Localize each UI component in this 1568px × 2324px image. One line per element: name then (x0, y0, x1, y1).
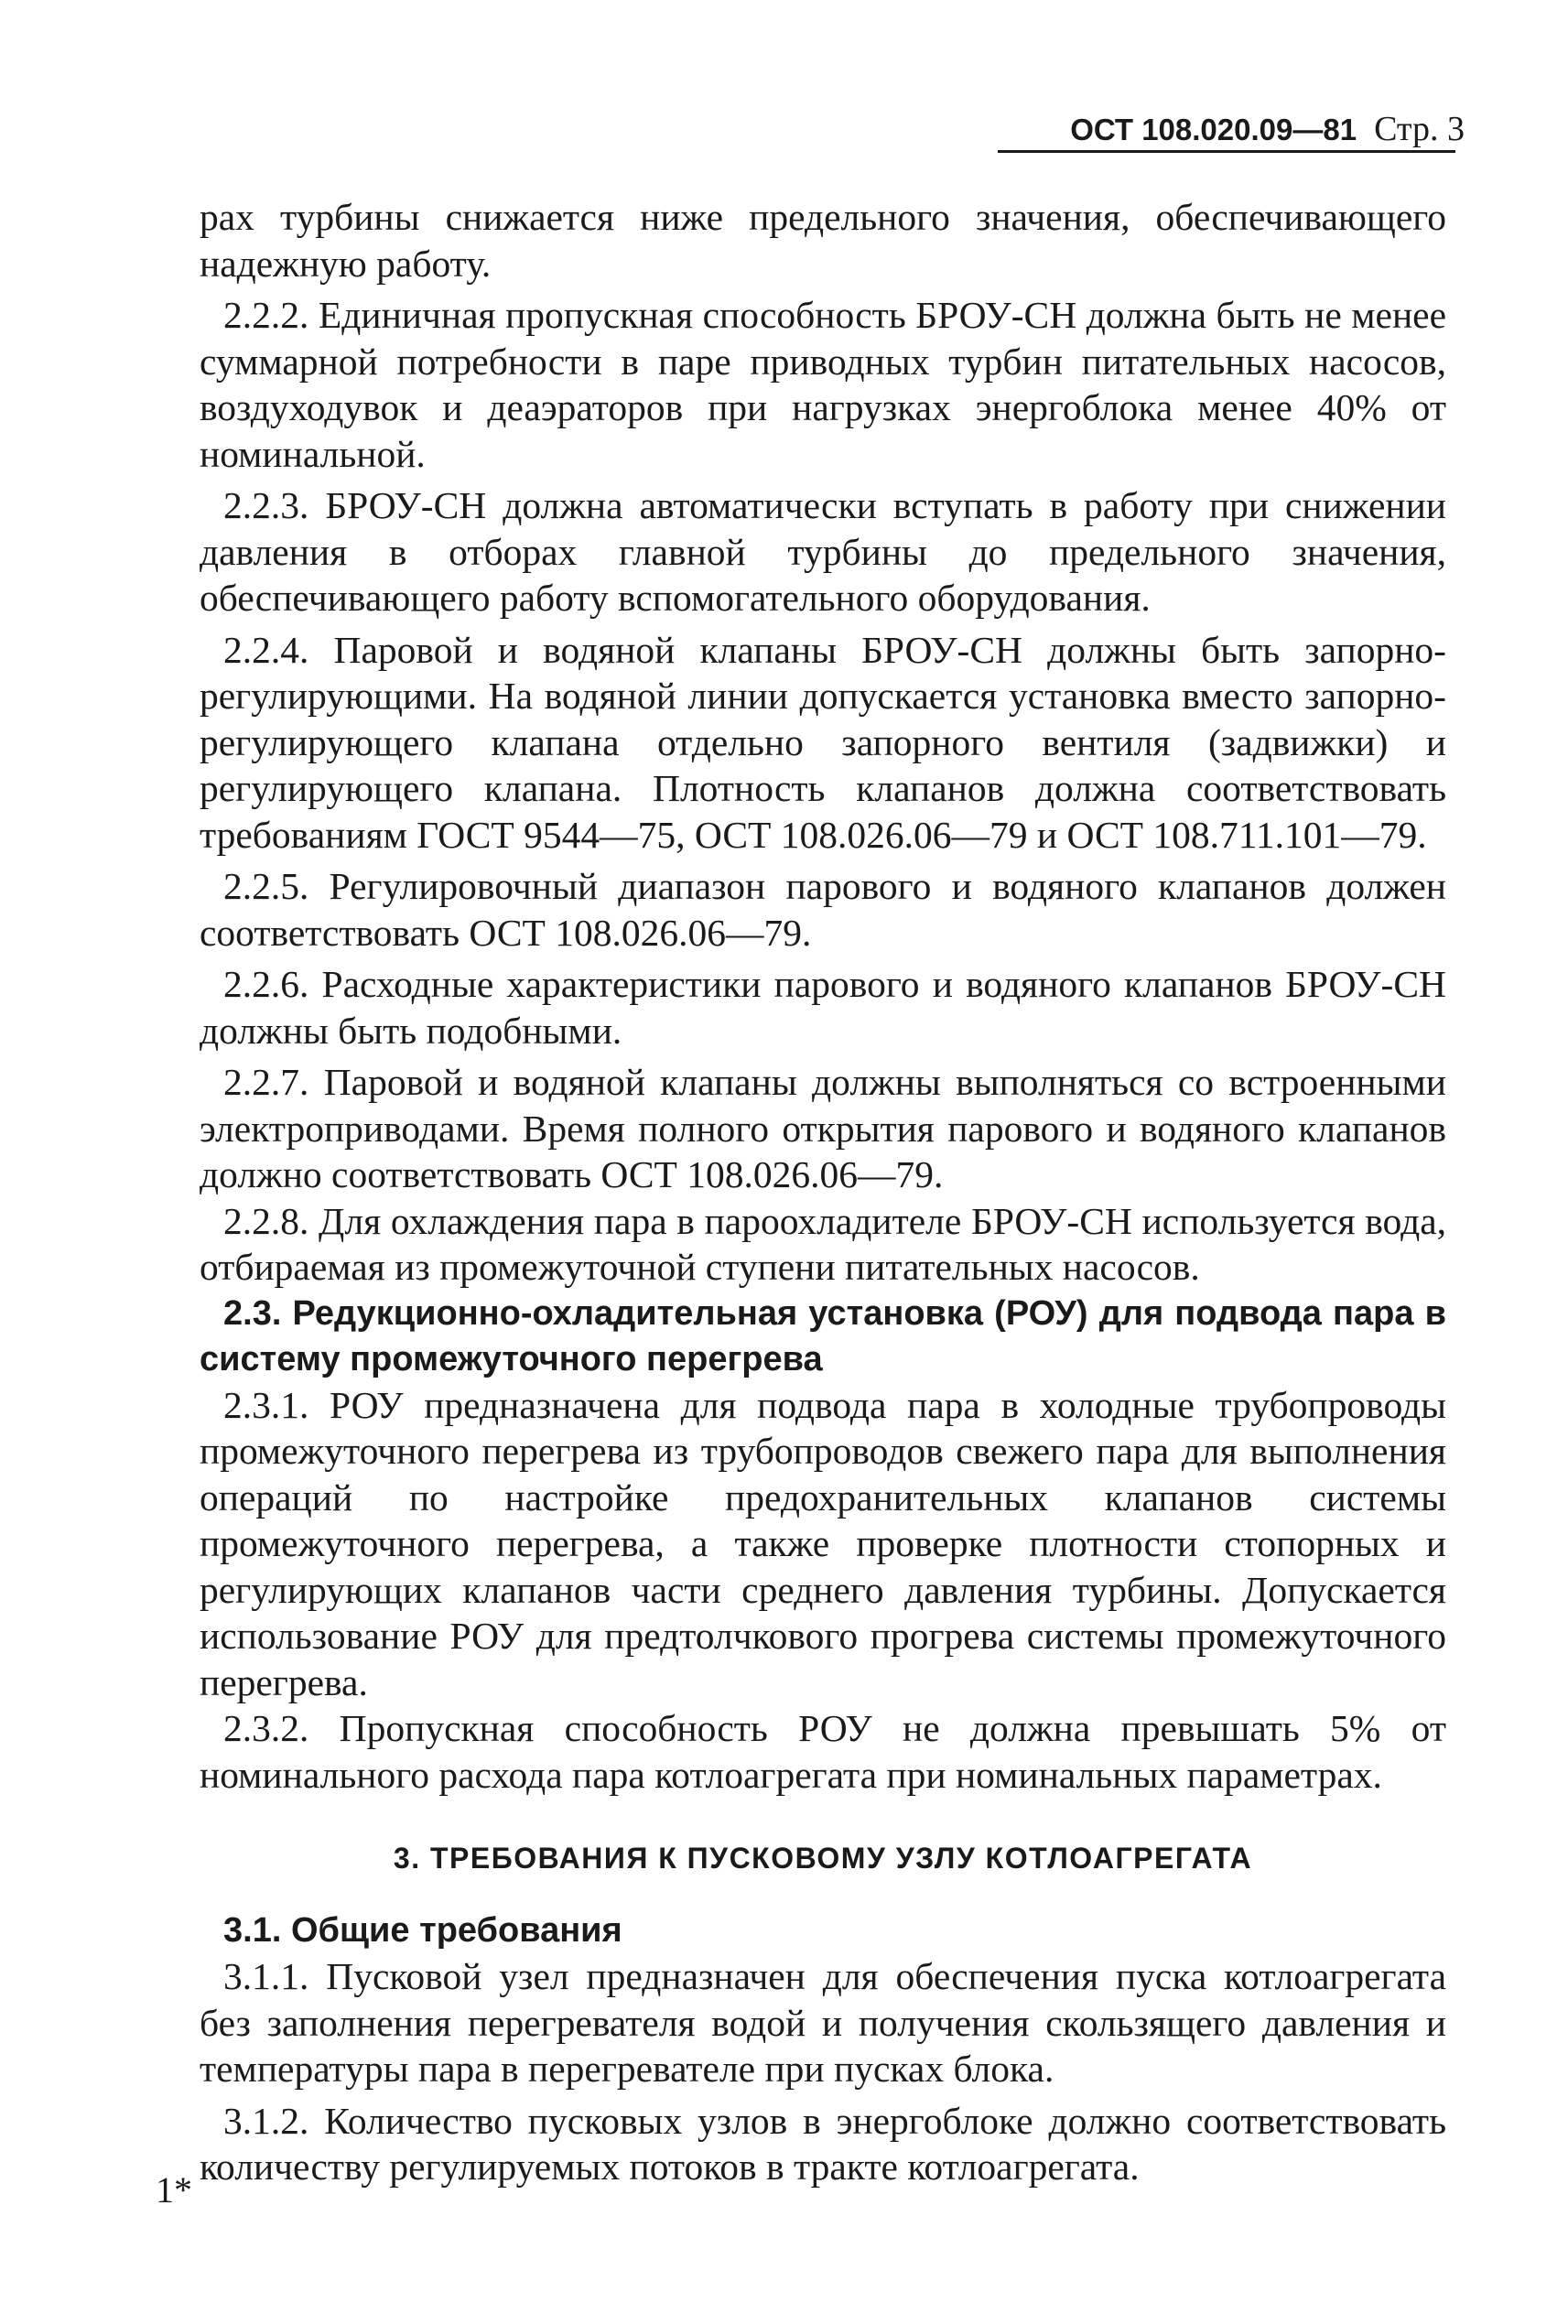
paragraph-2-3-1: 2.3.1. РОУ предназначена для подвода пара в холодные трубопроводы промежуточного перегрева из трубопроводов свежего пара для выполнения операций по настройке предохранительных клапанов системы промежуточного перегрева, а также проверке плотности стопорных и регулирующих клапанов части среднего давления турбины. Допускается использование РОУ для предтолчкового прогрева системы промежуточного перегрева. (200, 1383, 1446, 1703)
document-code: ОСТ 108.020.09—81 (1070, 113, 1357, 146)
running-header (989, 108, 1465, 151)
subsection-heading-3-1: 3.1. Общие требования (223, 1911, 622, 1950)
paragraph-2-2-5: 2.2.5. Регулировочный диапазон парового и водяного клапанов должен соответствовать ОСТ 108.026.06—79. (200, 865, 1446, 954)
header-rule (998, 150, 1455, 153)
sheet-mark: 1* (156, 2169, 192, 2211)
page-number: Стр. 3 (1374, 110, 1465, 148)
paragraph-2-2-8: 2.2.8. Для охлаждения пара в пароохладителе БРОУ-СН используется вода, отбираемая из промежуточной ступени питательных насосов. (200, 1199, 1446, 1288)
paragraph-2-2-4: 2.2.4. Паровой и водяной клапаны БРОУ-СН должны быть запорно-регулирующими. На водяной линии допускается установка вместо запорно-регулирующего клапана отдельно запорного вентиля (задвижки) и регулирующего клапана. Плотность клапанов должна соответствовать требованиям ГОСТ 9544—75, ОСТ 108.026.06—79 и ОСТ 108.711.101—79. (200, 628, 1446, 856)
paragraph-2-2-2: 2.2.2. Единичная пропускная способность БРОУ-СН должна быть не менее суммарной потребности в паре приводных турбин питательных насосов, воздуходувок и деаэраторов при нагрузках энергоблока менее 40% от номинальной. (200, 294, 1446, 475)
paragraph-2-3-2: 2.3.2. Пропускная способность РОУ не должна превышать 5% от номинального расхода пара котлоагрегата при номинальных параметрах. (200, 1707, 1446, 1796)
document-body (200, 194, 1446, 2190)
paragraph-3-1-1: 3.1.1. Пусковой узел предназначен для обеспечения пуска котлоагрегата без заполнения перегревателя водой и получения скользящего давления и температуры пара в перегревателе при пусках блока. (200, 1955, 1446, 2090)
section-heading-3: 3. ТРЕБОВАНИЯ К ПУСКОВОМУ УЗЛУ КОТЛОАГРЕГАТА (393, 1842, 1253, 1875)
paragraph-2-2-3: 2.2.3. БРОУ-СН должна автоматически вступать в работу при снижении давления в отборах главной турбины до предельного значения, обеспечивающего работу вспомогательного оборудования. (200, 484, 1446, 619)
subsection-heading-2-3: 2.3. Редукционно-охладительная установка (РОУ) для подвода пара в систему промежуточного перегрева (200, 1293, 1446, 1378)
paragraph-2-2-7: 2.2.7. Паровой и водяной клапаны должны выполняться со встроенными электроприводами. Время полного открытия парового и водяного клапанов должно соответствовать ОСТ 108.026.06—79. (200, 1061, 1446, 1195)
paragraph-2-2-6: 2.2.6. Расходные характеристики парового и водяного клапанов БРОУ-СН должны быть подобными. (200, 963, 1446, 1052)
paragraph-3-1-2: 3.1.2. Количество пусковых узлов в энергоблоке должно соответствовать количеству регулируемых потоков в тракте котлоагрегата. (200, 2099, 1446, 2188)
paragraph-continuation: рах турбины снижается ниже предельного значения, обеспечивающего надежную работу. (200, 196, 1446, 285)
